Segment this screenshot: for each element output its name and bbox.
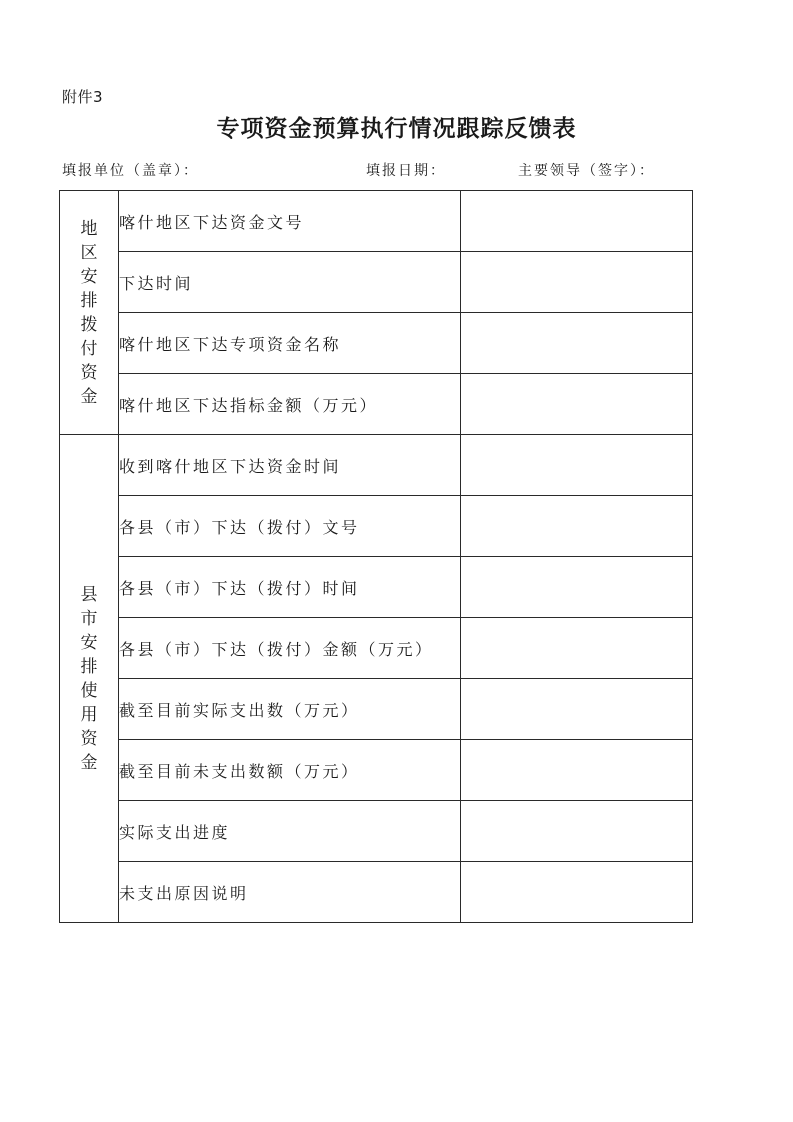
row-label: 喀什地区下达资金文号: [119, 191, 461, 252]
row-label: 未支出原因说明: [119, 862, 461, 923]
feedback-table: [59, 190, 693, 923]
table-row: [60, 374, 693, 435]
row-label: 各县（市）下达（拨付）金额（万元）: [119, 618, 461, 679]
row-label: 截至目前实际支出数（万元）: [119, 679, 461, 740]
group-header-region: [60, 191, 119, 435]
value-cell[interactable]: [461, 374, 693, 435]
value-cell[interactable]: [461, 679, 693, 740]
row-label: 各县（市）下达（拨付）文号: [119, 496, 461, 557]
table-row: [60, 740, 693, 801]
value-cell[interactable]: [461, 435, 693, 496]
table-row: [60, 618, 693, 679]
filing-unit-label: 填报单位（盖章）：: [62, 163, 199, 179]
value-cell[interactable]: [461, 801, 693, 862]
group-header-county: [60, 435, 119, 923]
row-label: 喀什地区下达指标金额（万元）: [119, 374, 461, 435]
value-cell[interactable]: [461, 862, 693, 923]
table-row: [60, 252, 693, 313]
row-label: 各县（市）下达（拨付）时间: [119, 557, 461, 618]
group-title-region: 地区安排拨付资金: [80, 218, 98, 407]
value-cell[interactable]: [461, 618, 693, 679]
row-label: 实际支出进度: [119, 801, 461, 862]
row-label: 下达时间: [119, 252, 461, 313]
table-row: [60, 679, 693, 740]
table-row: [60, 557, 693, 618]
group-title-county: 县市安排使用资金: [80, 584, 98, 773]
row-label: 收到喀什地区下达资金时间: [119, 435, 461, 496]
value-cell[interactable]: [461, 557, 693, 618]
value-cell[interactable]: [461, 191, 693, 252]
value-cell[interactable]: [461, 740, 693, 801]
value-cell[interactable]: [461, 496, 693, 557]
value-cell[interactable]: [461, 252, 693, 313]
table-row: [60, 435, 693, 496]
value-cell[interactable]: [461, 313, 693, 374]
table-row: [60, 313, 693, 374]
row-label: 截至目前未支出数额（万元）: [119, 740, 461, 801]
attachment-label: 附件3: [62, 88, 104, 106]
table-row: [60, 862, 693, 923]
table-row: [60, 801, 693, 862]
table-row: [60, 191, 693, 252]
filing-date-label: 填报日期：: [366, 163, 446, 179]
row-label: 喀什地区下达专项资金名称: [119, 313, 461, 374]
page-title: 专项资金预算执行情况跟踪反馈表: [216, 116, 577, 142]
leader-signature-label: 主要领导（签字）：: [518, 163, 655, 179]
table-row: [60, 496, 693, 557]
